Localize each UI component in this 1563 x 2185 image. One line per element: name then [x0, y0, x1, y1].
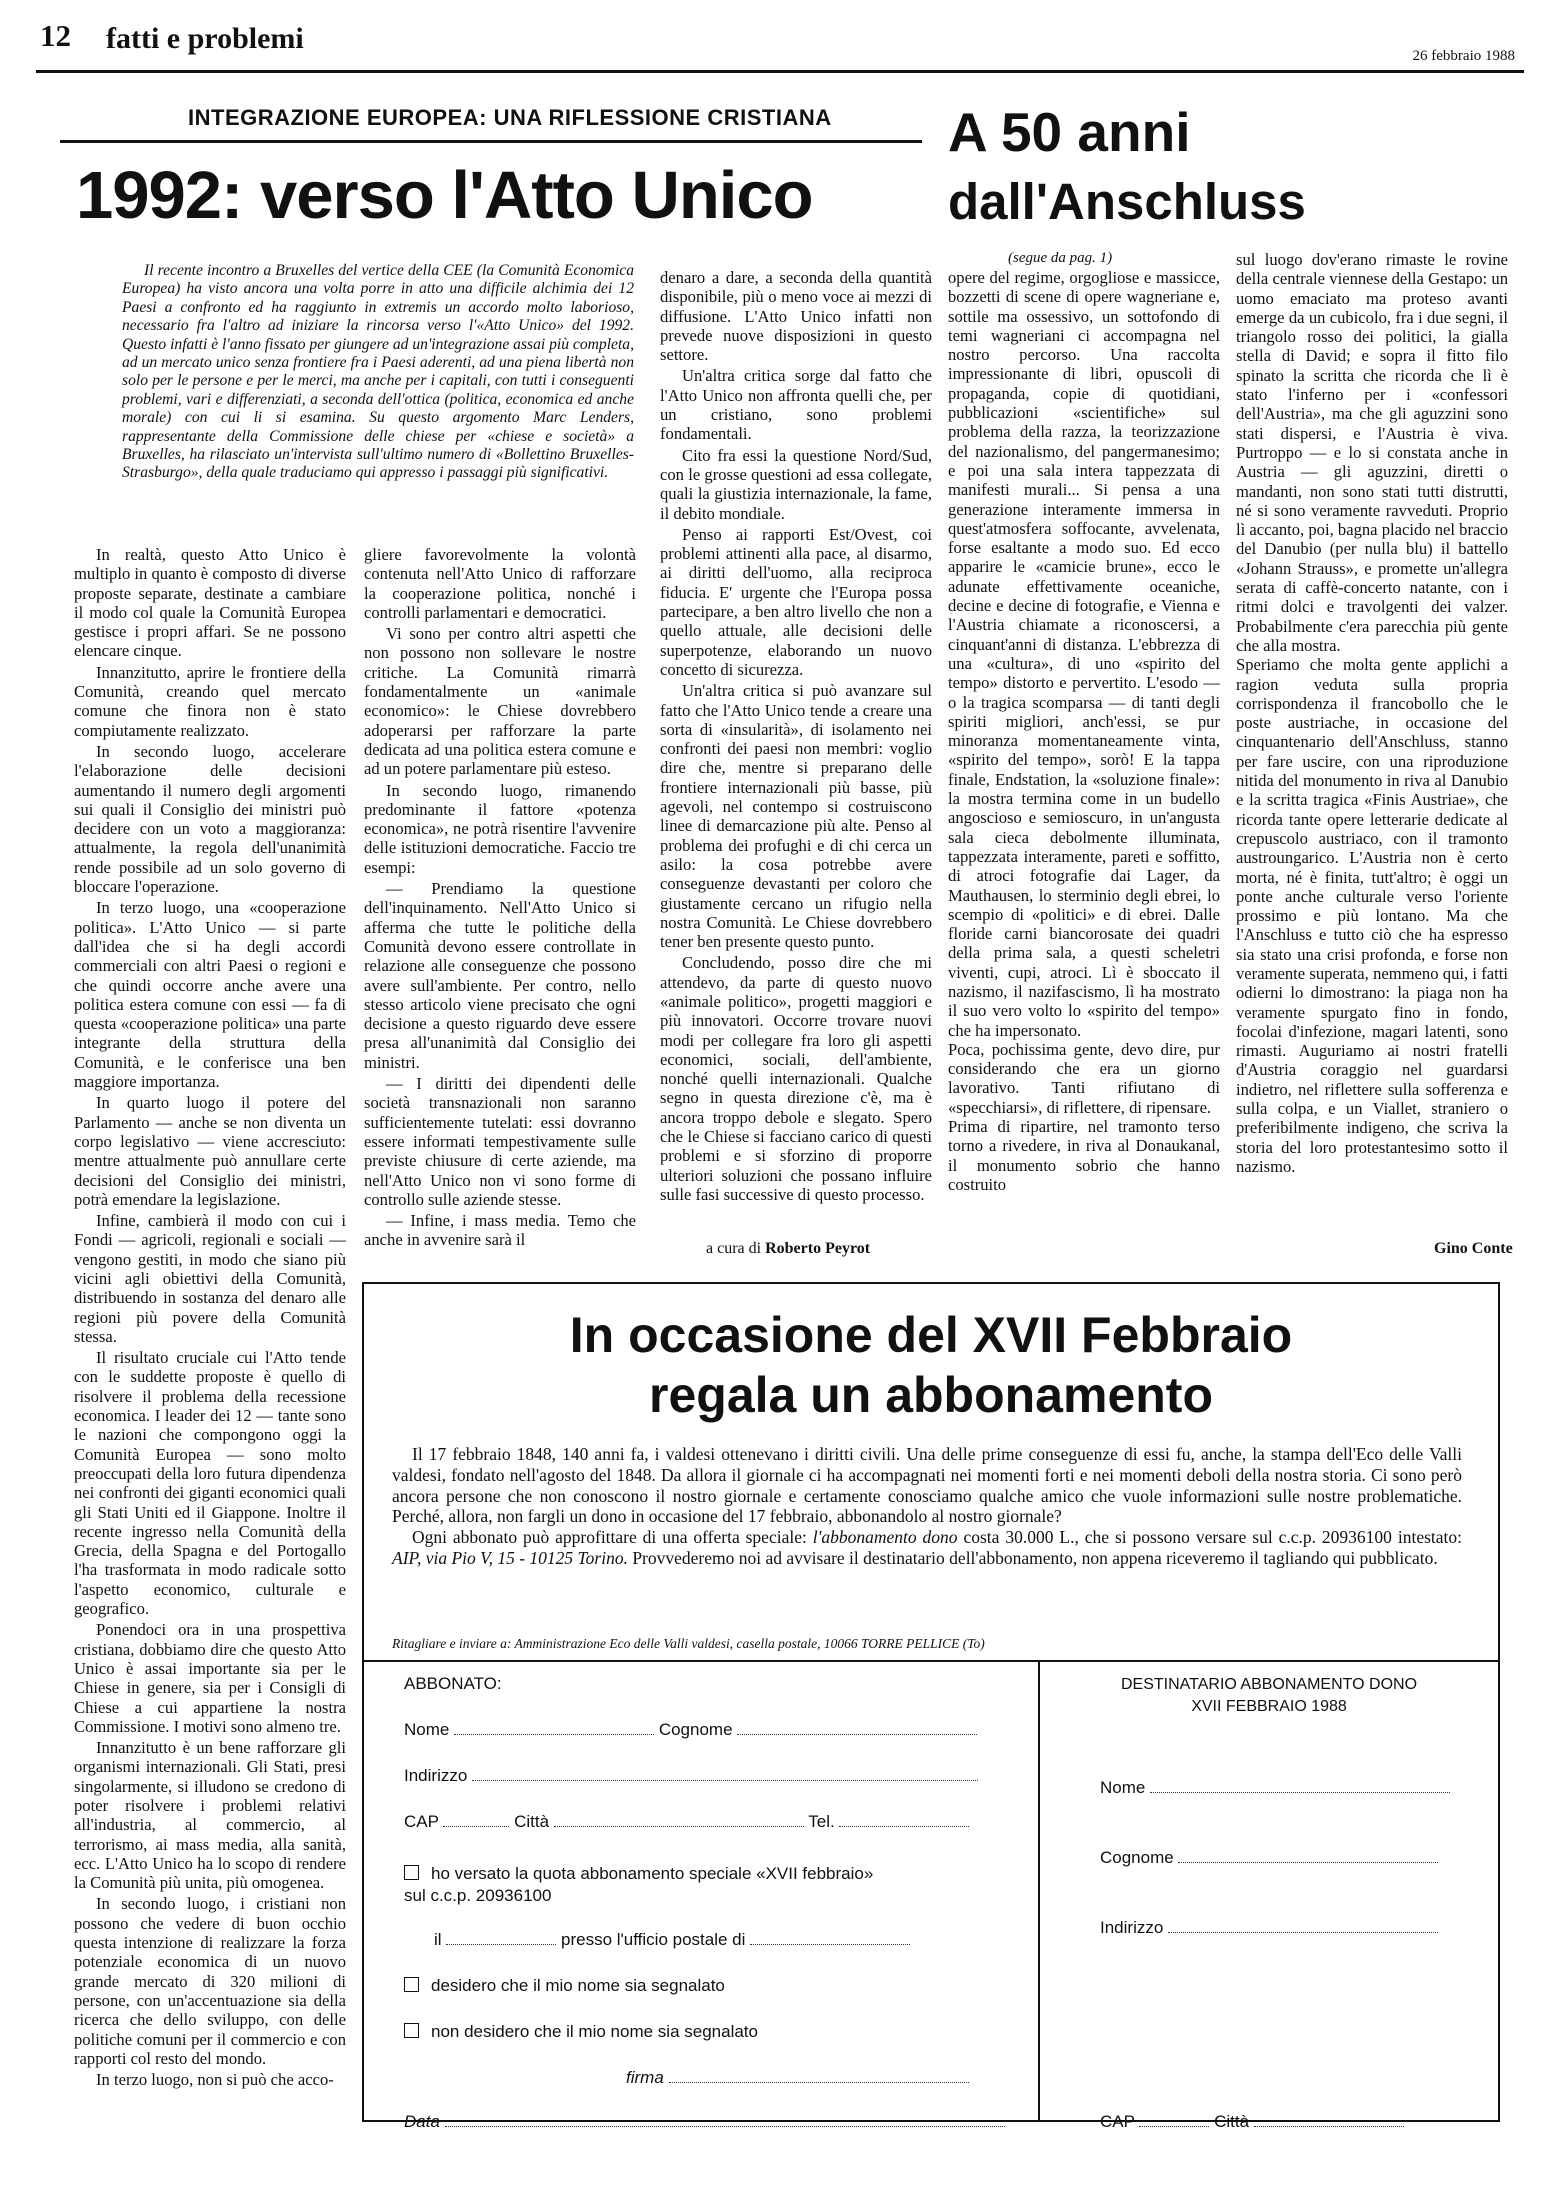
subscriber-heading: ABBONATO: [404, 1674, 502, 1693]
recipient-cognome-field[interactable] [1178, 1861, 1438, 1863]
paragraph: sul luogo dov'erano rimaste le rovine della centrale viennese della Gestapo: un uomo emaciato ma proteso avanti emerge da un cubicolo, fra i due segni, il triangolo rosso dei politici, la gialla stella di David; e sopra il fitto filo spinato la scritta che ricorda che lì è stato l'inferno per i «confessori dell'Austria», ma che gli aguzzini sono stati dispersi, e l'Austria è viva. Purtroppo — e lo si constata anche in Austria — gli aguzzini, diretti o mandanti, non sono stati tutti distrutti, né si sono veramente ravveduti. Proprio lì accanto, poi, bagna placido nel braccio del Danubio (per nulla blu) il battello «Johann Strauss», e promette un'allegra serata di caffè-concerto natante, con i ritmi dolci e travolgenti dei valzer. Probabilmente c'era parecchia più gente che alla mostra. Speriamo che molta gente applichi a ragion veduta sulla propria corrispondenza il francobollo che le poste austriache, in occasione del cinquantenario dell'Anschluss, stanno per fare uscire, con una riproduzione nitida del monumento in riva al Danubio e la scritta tragica «Finis Austriae», che ricorda tante opere letterarie dedicate al crepuscolo austriaco, con il tramonto austroungarico. L'Austria non è certo morta, né è finita, tutt'altro; è oggi un ponte anche culturale verso l'oriente prossimo e più lontano. Ma che l'Anschluss e tutto ciò che ha espresso sia stato una crisi profonda, e forse non veramente superata, nemmeno qui, i fatti odierni lo dimostrano: la piaga non ha veramente spurgato fino in fondo, focolai d'infezione, magari latenti, sono rimasti. Auguriamo ai nostri fratelli d'Austria coraggio nel guardarsi indietro, nel riflettere sulla sofferenza e sulla colpa, e un Viallet, straniero o preferibilmente indigeno, che scriva la storia del loro protestantesimo sotto il nazismo. [1236, 250, 1508, 1176]
ad-body-paragraph-2 [392, 1527, 1462, 1569]
date-label: il [434, 1930, 442, 1949]
recipient-citta-label: Città [1214, 2112, 1250, 2131]
paragraph: — Prendiamo la questione dell'inquinamento. Nell'Atto Unico si afferma che tutte le politiche della Comunità devono essere controllate in relazione alle conseguenze che possono avere sull'ambiente. Per contro, nello stesso articolo viene precisato che ogni decisione a questo riguardo deve essere presa all'unanimità dal Consiglio dei ministri. [364, 879, 636, 1072]
cap-field[interactable] [443, 1825, 509, 1827]
data-label: Data [404, 2112, 440, 2131]
article1-headline: 1992: verso l'Atto Unico [76, 158, 813, 233]
data-field[interactable] [445, 2125, 1005, 2127]
article1-column-2 [364, 545, 636, 1250]
paragraph: Innanzitutto, aprire le frontiere della Comunità, creando quel mercato comune che finora non è stato compiutamente realizzato. [74, 662, 346, 740]
signature-label: firma [626, 2068, 664, 2087]
paragraph: Innanzitutto è un bene rafforzare gli organismi internazionali. Gli Stati, presi singolarmente, si illudono se credono di poter risolvere i problemi relativi all'industria, al commercio, al terrorismo, ai mass media, alla sanità, ecc. L'Atto Unico ha lo scopo di rendere la Comunità più unita, più omogenea. [74, 1738, 346, 1893]
citta-label: Città [514, 1812, 550, 1831]
article1-byline [706, 1240, 870, 1258]
citta-field[interactable] [554, 1825, 804, 1827]
paragraph: Un'altra critica sorge dal fatto che l'Atto Unico non affronta quelli che, per un cristiano, sono problemi fondamentali. [660, 366, 932, 444]
indirizzo-field[interactable] [472, 1779, 978, 1781]
payment-label: ho versato la quota abbonamento speciale «XVII febbraio» [431, 1864, 874, 1883]
ad-title-line1: In occasione del XVII Febbraio [569, 1307, 1293, 1363]
article1-intro [122, 262, 634, 483]
intro-paragraph: Il recente incontro a Bruxelles del vertice della CEE (la Comunità Economica Europea) ha visto ancora una volta porre in atto una difficile alchimia dei 12 Paesi a confronto ed ha raggiunto in extremis un accordo molto laborioso, necessario fra l'altro ad iniziare la rincorsa verso l'«Atto Unico» del 1992. Questo infatti è l'anno fissato per giungere ad un'integrazione assai più completa, ad un mercato unico senza frontiere fra i Paesi aderenti, ad una piena libertà non solo per le persone e per le merci, ma anche per i capitali, con tutti i conseguenti problemi, vari e differenziati, a seconda dell'ottica (politica, economica ed anche morale) con cui li si esamina. Su questo argomento Marc Lenders, rappresentante della Commissione delle chiese per «chiese e società» a Bruxelles, ha rilasciato un'intervista sull'ultimo numero di «Bollettino Bruxelles-Strasburgo», della quale traduciamo qui appresso i passaggi più significativi. [122, 262, 634, 482]
recipient-nome-label: Nome [1100, 1778, 1146, 1797]
show-name-label: desidero che il mio nome sia segnalato [431, 1976, 725, 1995]
recipient-cap-field[interactable] [1139, 2125, 1209, 2127]
header-rule [36, 70, 1524, 73]
paragraph: Concludendo, posso dire che mi attendevo, da parte di questo nuovo «animale politico», progetti maggiori e più innovatori. Occorre trovare nuovi modi per collegare fra loro gli aspetti economici, sociali, dell'ambiente, nonché quelli internazionali. Qualche segno in questa direzione c'è, ma è ancora troppo debole e slegato. Spero che le Chiese si facciano carico di questi problemi e si sforzino di proporre ulteriori soluzioni che possano influire sulle fasi successive di questo processo. [660, 953, 932, 1204]
kicker-rule [60, 140, 922, 143]
paragraph: Vi sono per contro altri aspetti che non possono non sollevare le nostre critiche. La Comunità rimarrà fondamentalmente un «animale economico»: le Chiese dovrebbero adoperarsi per rafforzare la parte dedicata ad una politica estera comune e ad un potere parlamentare più esteso. [364, 624, 636, 779]
paragraph: Cito fra essi la questione Nord/Sud, con le grosse questioni ad essa collegate, quali la giustizia internazionale, la fame, il debito mondiale. [660, 445, 932, 523]
cognome-field[interactable] [737, 1733, 977, 1735]
article1-column-3 [660, 268, 932, 1204]
recipient-heading-1: DESTINATARIO ABBONAMENTO DONO [1120, 1676, 1418, 1693]
article2-column-1 [948, 268, 1220, 1194]
hide-name-label: non desidero che il mio nome sia segnalato [431, 2022, 758, 2041]
payment-label-2: sul c.c.p. 20936100 [404, 1886, 552, 1905]
nome-label: Nome [404, 1720, 450, 1739]
offer-name: l'abbonamento dono [812, 1527, 958, 1548]
recipient-nome-field[interactable] [1150, 1791, 1450, 1793]
paragraph: Infine, cambierà il modo con cui i Fondi — agricoli, regionali e sociali — vengono gestiti, in modo che siano più vicini agli obiettivi della Comunità, distribuendo in sostanza del denaro alle regioni più povere della Comunità stessa. [74, 1211, 346, 1346]
ad-title-line2: regala un abbonamento [649, 1367, 1213, 1423]
paragraph: In secondo luogo, rimanendo predominante il fattore «potenza economica», ne potrà risentire l'avvenire delle istituzioni democratiche. Faccio tre esempi: [364, 780, 636, 877]
paragraph: In secondo luogo, i cristiani non possono che vedere di buon occhio questa intenzione di realizzare la forza potenziale economica di un nuovo grande mercato di 320 milioni di persone, con un'accentuazione sia della ricerca che dello sviluppo, con delle politiche comuni per il commercio e con rapporti col resto del mondo. [74, 1894, 346, 2068]
show-name-checkbox[interactable] [404, 1977, 419, 1992]
continued-note: (segue da pag. 1) [1008, 250, 1113, 266]
ad-body-paragraph-1: Il 17 febbraio 1848, 140 anni fa, i valdesi ottenevano i diritti civili. Una delle prime conseguenze di essi fu, anche, la stampa dell'Eco delle Valli valdesi, fondato nell'agosto del 1848. Da allora il giornale ci ha accompagnati nei momenti forti e nei momenti deboli della nostra storia. Ci sono però ancora persone che non conoscono il nostro giornale e certamente conosciamo qualche amico che vuole informazioni sulle nostre problematiche. Perché, allora, non fargli un dono in occasione del 17 febbraio, abbonandolo al nostro giornale? [392, 1444, 1462, 1527]
hide-name-checkbox[interactable] [404, 2023, 419, 2038]
mailing-instructions [392, 1636, 985, 1652]
tel-field[interactable] [839, 1825, 969, 1827]
paragraph: Penso ai rapporti Est/Ovest, coi problemi attinenti alla pace, al disarmo, ai diritti dell'uomo, alla reciproca fiducia. E' urgente che l'Europa possa partecipare, a ben altro livello che non a quello attuale, alle decisioni delle superpotenze, elaborando un nuovo concetto di sicurezza. [660, 524, 932, 679]
payment-checkbox[interactable] [404, 1865, 419, 1880]
cap-label: CAP [404, 1812, 439, 1831]
offer-text: Ogni abbonato può approfittare di una offerta speciale: [412, 1527, 807, 1548]
paragraph: gliere favorevolmente la volontà contenuta nell'Atto Unico di rafforzare la cooperazione politica, nonché i controlli parlamentari e democratici. [364, 545, 636, 622]
paragraph: — Infine, i mass media. Temo che anche in avvenire sarà il [364, 1211, 636, 1250]
recipient-indirizzo-field[interactable] [1168, 1931, 1438, 1933]
indirizzo-label: Indirizzo [404, 1766, 468, 1785]
recipient-heading-2: XVII FEBBRAIO 1988 [1191, 1698, 1347, 1715]
article2-headline-line2: dall'Anschluss [948, 173, 1306, 230]
issue-date: 26 febbraio 1988 [1412, 48, 1515, 64]
byline-prefix: a cura di [706, 1240, 762, 1257]
paragraph: Il risultato cruciale cui l'Atto tende con le suddette proposte è quello di risolvere il problema della recessione economica. I leader dei 12 — tante sono le nazioni che compongono oggi la Comunità Europea — sono molto preoccupati della loro futura dipendenza nei confronti dei giganti economici quali gli Stati Uniti ed il Giappone. Inoltre il recente ingresso nella Comunità della Grecia, della Spagna e del Portogallo l'ha trasformata in modo radicale sotto l'aspetto economico, culturale e geografico. [74, 1348, 346, 1619]
payee-address: AIP, via Pio V, 15 - 10125 Torino. [392, 1547, 628, 1568]
recipient-citta-field[interactable] [1254, 2125, 1404, 2127]
article2-headline-line1: A 50 anni [948, 101, 1191, 163]
paragraph: denaro a dare, a seconda della quantità disponibile, più o meno voce ai mezzi di diffusione. L'Atto Unico infatti non prevede nuove disposizioni in questo settore. [660, 268, 932, 365]
cognome-label: Cognome [658, 1720, 733, 1739]
recipient-cognome-label: Cognome [1100, 1848, 1174, 1867]
paragraph: Un'altra critica si può avanzare sul fatto che l'Atto Unico tende a creare una sorta di «insularità», di isolamento nei confronti dei paesi non membri: voglio dire che, mentre si preparano delle frontiere internazionali più basse, più agevoli, nel contempo si costruiscono linee di demarcazione più alte. Penso al problema dei profughi e di chi cerca un asilo: la cosa potrebbe avere conseguenze devastanti per coloro che giustamente cercano un rifugio nella nostra Comunità. Le Chiese dovrebbero tener ben presente questo punto. [660, 681, 932, 952]
signature-field[interactable] [669, 2081, 969, 2083]
payment-date-field[interactable] [446, 1943, 556, 1945]
coupon-divider [1038, 1662, 1040, 2122]
paragraph: In quarto luogo il potere del Parlamento — anche se non diventa un corpo legislativo — viene accresciuto: mentre attualmente può annullare certe decisioni del Consiglio dei ministri, potrà emendare la legislazione. [74, 1093, 346, 1209]
byline-author: Roberto Peyrot [765, 1240, 871, 1257]
post-office-field[interactable] [750, 1943, 910, 1945]
paragraph: Ponendoci ora in una prospettiva cristiana, dobbiamo dire che questo Atto Unico è assai importante sia per le Chiese in genere, sia per i Consigli di Chiese a cui appartiene la nostra Commissione. I motivi sono almeno tre. [74, 1620, 346, 1736]
post-office-label: presso l'ufficio postale di [561, 1930, 746, 1949]
paragraph: In terzo luogo, non si può che acco- [96, 2070, 334, 2090]
section-title: fatti e problemi [106, 22, 304, 55]
ad-body [392, 1444, 1462, 1569]
mail-label: Ritagliare e inviare a: [392, 1636, 512, 1651]
paragraph: In terzo luogo, una «cooperazione politica». L'Atto Unico — si parte dall'idea che si ha degli accordi commerciali con altri Paesi o regioni e che quindi occorre anche avere una politica estera comune con essi — fa di questa «cooperazione politica» una parte integrante della struttura della Comunità, e le conferisce una ben maggiore importanza. [74, 898, 346, 1092]
nome-field[interactable] [454, 1733, 654, 1735]
article2-author: Gino Conte [1434, 1240, 1513, 1257]
offer-note: Provvederemo noi ad avvisare il destinatario dell'abbonamento, non appena riceveremo il tagliando qui pubblicato. [632, 1547, 1438, 1568]
tel-label: Tel. [808, 1812, 835, 1831]
offer-price: costa 30.000 L., che si possono versare sul c.c.p. 20936100 intestato: [963, 1527, 1463, 1548]
recipient-indirizzo-label: Indirizzo [1100, 1918, 1164, 1937]
article2-column-2 [1236, 250, 1508, 1176]
subscription-ad [362, 1282, 1500, 2131]
page-number: 12 [40, 18, 71, 53]
article1-kicker: INTEGRAZIONE EUROPEA: UNA RIFLESSIONE CRISTIANA [188, 105, 832, 130]
paragraph: opere del regime, orgogliose e massicce, bozzetti di scene di opere wagneriane e, sottile ma ossessivo, un sottofondo di temi wagneriani ci accompagna nel nostro percorso. Una raccolta impressionante di libri, opuscoli di propaganda, copie di quotidiani, pubblicazioni «scientifiche» sul problema della razza, la teorizzazione del nazionalismo, del pangermanesimo; e poi una sala intera tappezzata di manifesti murali... Si pensa a una generazione interamente immersa in quest'atmosfera soffocante, avvelenata, forse esaltante a modo suo. Ed ecco apparire le «camicie brune», ecco le adunate effettivamente oceaniche, decine e decine di fotografie, e Vienna e l'Austria chiamate a riconoscersi, a cinquant'anni di distanza. L'ebbrezza di una «cultura», di uno «spirito del tempo» distorto e pervertito. L'esodo — o la tragica scomparsa — di tanti degli spiriti migliori, anch'essi, se pur minoranza momentaneamente vinta, «spirito del tempo», sorò! E la tappa finale, Endstation, la «soluzione finale»: la mostra termina come in un budello angoscioso e semioscuro, in un'angusta sala ciecа debolmente illuminata, tappezzata interamente, pareti e soffitto, di atroci fotografie dai Lager, da Mauthausen, lo sterminio degli ebrei, lo scempio di «politici» e di ebrei. Dalle floride carni biancorosate dei quadri della prima sala, a questi scheletri viventi, cupi, atroci. Lì è sboccato il nazismo, il nazifascismo, lì ha mostrato il suo vero volto lo «spirito del tempo» che ha impersonato. Poca, pochissima gente, devo dire, pur considerando che era un giorno lavorativo. Tanti rifiutano di «specchiarsi», di riflettere, di ripensare. Prima di ripartire, nel tramonto terso torno a rivedere, in riva al Donaukanal, il monumento sobrio che hanno costruito [948, 268, 1220, 1194]
recipient-cap-label: CAP [1100, 2112, 1135, 2131]
paragraph: In realtà, questo Atto Unico è multiplo in quanto è composto di diverse proposte separate, destinate a cambiare il modo col quale la Comunità Europea gestisce i propri affari. Se ne possono elencare cinque. [74, 545, 346, 661]
mail-address: Amministrazione Eco delle Valli valdesi, casella postale, 10066 TORRE PELLICE (To) [514, 1636, 985, 1651]
paragraph: In secondo luogo, accelerare l'elaborazione delle decisioni aumentando il numero degli argomenti sui quali il Consiglio dei ministri può decidere con un voto a maggioranza: attualmente, la regola dell'unanimità rende possibile ad un solo governo di bloccare l'operazione. [74, 741, 346, 897]
paragraph: — I diritti dei dipendenti delle società transnazionali non saranno sufficientemente tutelati: essi dovranno essere informati tempestivamente sulle previste chiusure di certe aziende, ma nell'Atto Unico non vi sono forme di controllo sulle aziende stesse. [364, 1074, 636, 1209]
coupon-rule [364, 1660, 1498, 1662]
article1-column-1 [74, 545, 346, 2089]
